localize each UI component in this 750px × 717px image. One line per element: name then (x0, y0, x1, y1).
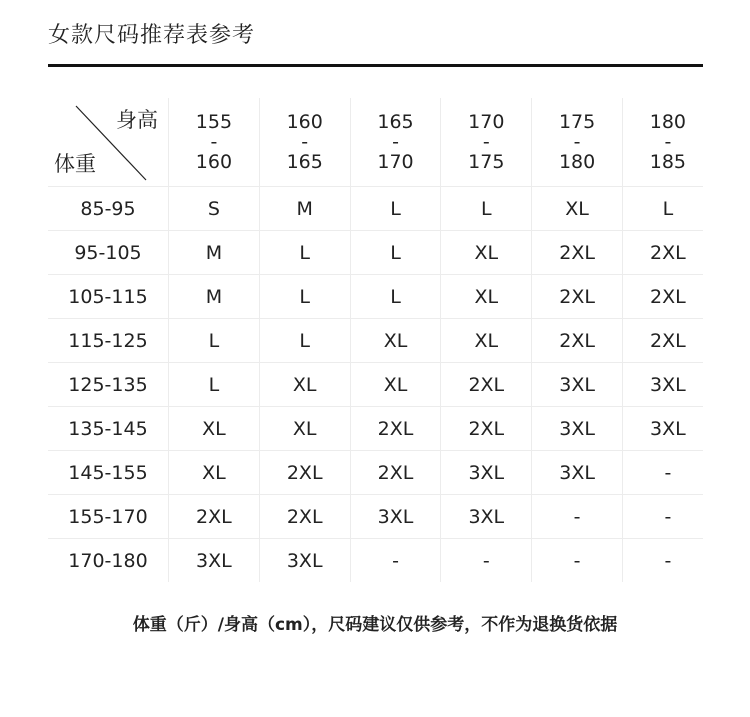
height-to: 160 (195, 151, 233, 173)
height-from: 180 (649, 111, 687, 133)
size-cell: - (622, 539, 713, 582)
size-cell: L (259, 275, 350, 318)
size-cell: 2XL (622, 275, 713, 318)
height-from: 165 (377, 111, 414, 133)
height-sep: - (392, 131, 399, 153)
weight-cell: 105-115 (68, 285, 148, 308)
size-cell: XL (350, 319, 441, 362)
size-cell: XL (168, 407, 259, 450)
corner-cell (48, 98, 168, 186)
weight-cell: 115-125 (68, 329, 148, 352)
footer-note: 体重（斤）/身高（cm），尺码建议仅供参考，不作为退换货依据 (132, 615, 618, 635)
size-table (48, 98, 703, 582)
size-cell: M (259, 187, 350, 230)
size-cell: XL (259, 407, 350, 450)
size-cell: XL (259, 363, 350, 406)
size-cell: XL (440, 231, 531, 274)
size-cell: L (168, 363, 259, 406)
size-cell: XL (168, 451, 259, 494)
size-cell: L (350, 231, 441, 274)
weight-cell: 125-135 (68, 373, 148, 396)
weight-cell: 95-105 (74, 241, 142, 264)
weight-cell: 155-170 (68, 505, 148, 528)
table-row (48, 495, 703, 539)
size-cell: L (168, 319, 259, 362)
height-header-5 (622, 98, 713, 186)
table-row (48, 539, 703, 582)
height-to: 165 (286, 151, 323, 173)
size-cell: 2XL (531, 275, 622, 318)
height-sep: - (482, 131, 490, 153)
height-to: 175 (468, 151, 505, 173)
size-cell: M (168, 275, 259, 318)
height-header-2 (350, 98, 441, 186)
size-cell: S (168, 187, 259, 230)
size-cell: L (622, 187, 713, 230)
table-row (48, 231, 703, 275)
size-cell: 2XL (168, 495, 259, 538)
size-cell: - (531, 495, 622, 538)
size-cell: 3XL (622, 407, 713, 450)
height-to: 185 (649, 151, 687, 173)
table-row (48, 363, 703, 407)
height-sep: - (210, 131, 218, 153)
height-from: 175 (558, 111, 596, 133)
size-cell: 2XL (622, 319, 713, 362)
table-row (48, 187, 703, 231)
size-cell: - (622, 495, 713, 538)
size-cell: 2XL (259, 495, 350, 538)
size-cell: 3XL (168, 539, 259, 582)
weight-cell: 85-95 (80, 197, 136, 220)
size-cell: L (350, 275, 441, 318)
size-cell: - (622, 451, 713, 494)
size-cell: - (350, 539, 441, 582)
size-cell: L (350, 187, 441, 230)
table-row (48, 275, 703, 319)
size-cell: M (168, 231, 259, 274)
size-cell: L (259, 319, 350, 362)
height-sep: - (664, 131, 672, 153)
height-sep: - (573, 131, 581, 153)
size-cell: XL (440, 275, 531, 318)
size-cell: 2XL (622, 231, 713, 274)
size-cell: 2XL (350, 451, 441, 494)
table-row (48, 451, 703, 495)
size-cell: 3XL (350, 495, 441, 538)
page-title: 女款尺码推荐表参考 (48, 23, 256, 48)
weight-cell: 170-180 (68, 549, 148, 572)
height-to: 180 (558, 151, 596, 173)
height-to: 170 (377, 151, 414, 173)
height-label: 身高 (116, 108, 158, 132)
height-from: 170 (468, 111, 505, 133)
size-cell: 3XL (622, 363, 713, 406)
height-header-3 (440, 98, 531, 186)
table-row (48, 407, 703, 451)
weight-cell: 135-145 (68, 417, 148, 440)
size-cell: XL (350, 363, 441, 406)
size-cell: - (440, 539, 531, 582)
size-cell: L (259, 231, 350, 274)
table-header-row (48, 98, 703, 187)
height-header-1 (259, 98, 350, 186)
size-cell: 3XL (440, 495, 531, 538)
size-cell: 3XL (440, 451, 531, 494)
size-cell: 2XL (350, 407, 441, 450)
weight-cell: 145-155 (68, 461, 148, 484)
title-divider (48, 64, 703, 67)
size-cell: 2XL (531, 319, 622, 362)
size-cell: 3XL (259, 539, 350, 582)
height-from: 160 (286, 111, 323, 133)
size-cell: 3XL (531, 407, 622, 450)
height-header-0 (168, 98, 259, 186)
height-sep: - (301, 131, 309, 153)
size-cell: 3XL (531, 363, 622, 406)
size-cell: 2XL (440, 363, 531, 406)
weight-label: 体重 (54, 152, 96, 176)
size-cell: XL (531, 187, 622, 230)
size-cell: 3XL (531, 451, 622, 494)
size-cell: XL (440, 319, 531, 362)
size-cell: 2XL (531, 231, 622, 274)
height-from: 155 (195, 111, 233, 133)
size-cell: L (440, 187, 531, 230)
table-row (48, 319, 703, 363)
size-cell: 2XL (259, 451, 350, 494)
size-cell: 2XL (440, 407, 531, 450)
size-cell: - (531, 539, 622, 582)
height-header-4 (531, 98, 622, 186)
